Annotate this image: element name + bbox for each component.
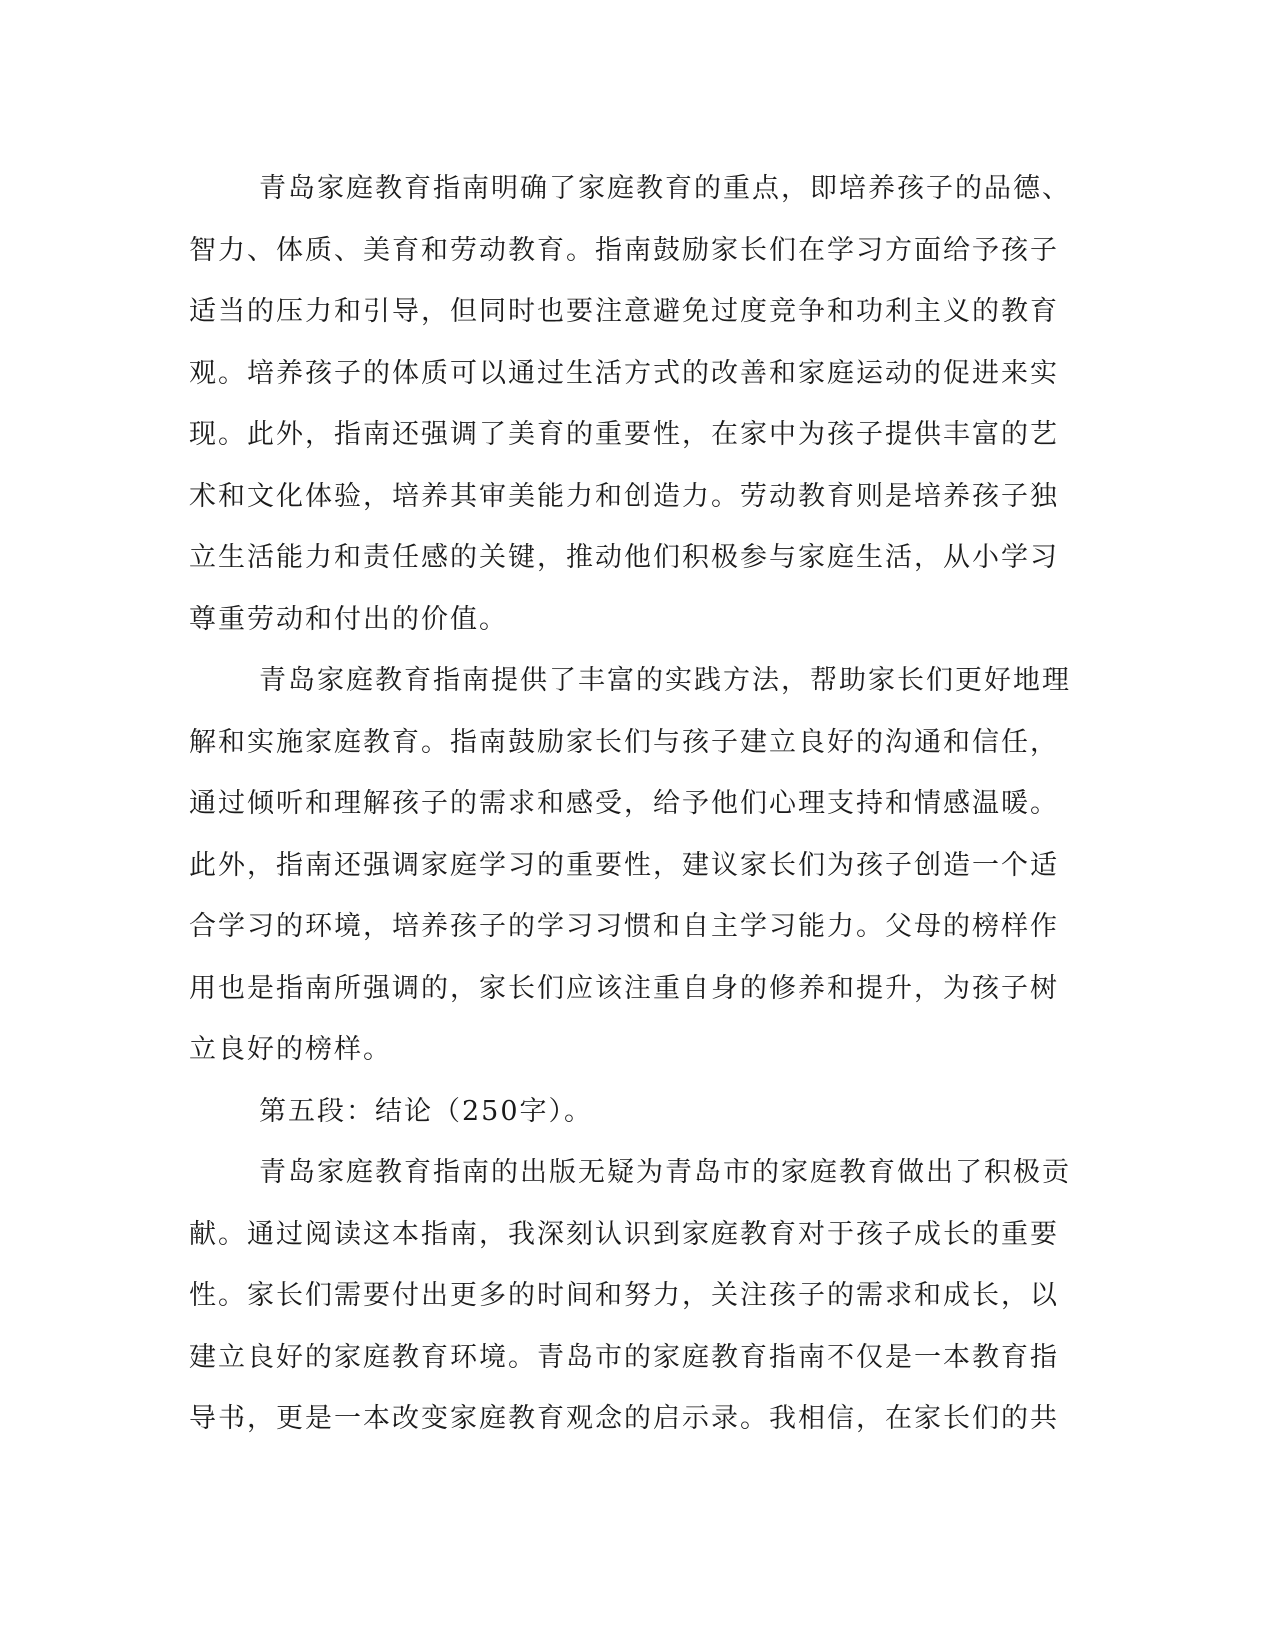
paragraph-line: 适当的压力和引导，但同时也要注意避免过度竞争和功利主义的教育	[189, 296, 1059, 327]
paragraph-line: 青岛家庭教育指南提供了丰富的实践方法，帮助家长们更好地理	[259, 665, 1071, 696]
paragraph-line: 导书，更是一本改变家庭教育观念的启示录。我相信，在家长们的共	[189, 1403, 1059, 1434]
paragraph-line: 观。培养孩子的体质可以通过生活方式的改善和家庭运动的促进来实	[189, 357, 1059, 389]
paragraph-line: 立良好的榜样。	[189, 1034, 392, 1065]
paragraph-line: 此外，指南还强调家庭学习的重要性，建议家长们为孩子创造一个适	[189, 849, 1059, 881]
paragraph-line: 合学习的环境，培养孩子的学习习惯和自主学习能力。父母的榜样作	[189, 911, 1059, 942]
body-text	[189, 158, 1089, 1450]
paragraph-line: 智力、体质、美育和劳动教育。指南鼓励家长们在学习方面给予孩子	[189, 234, 1059, 266]
paragraph-line: 通过倾听和理解孩子的需求和感受，给予他们心理支持和情感温暖。	[189, 788, 1059, 819]
section-heading: 第五段：结论（250字）。	[259, 1095, 594, 1127]
paragraph-line: 用也是指南所强调的，家长们应该注重自身的修养和提升，为孩子树	[189, 972, 1059, 1004]
paragraph-line: 青岛家庭教育指南明确了家庭教育的重点，即培养孩子的品德、	[259, 173, 1071, 204]
paragraph-line: 献。通过阅读这本指南，我深刻认识到家庭教育对于孩子成长的重要	[189, 1218, 1059, 1250]
paragraph-line: 青岛家庭教育指南的出版无疑为青岛市的家庭教育做出了积极贡	[259, 1157, 1071, 1188]
paragraph-line: 性。家长们需要付出更多的时间和努力，关注孩子的需求和成长，以	[189, 1280, 1059, 1311]
paragraph-line: 解和实施家庭教育。指南鼓励家长们与孩子建立良好的沟通和信任，	[189, 726, 1059, 758]
paragraph-line: 术和文化体验，培养其审美能力和创造力。劳动教育则是培养孩子独	[189, 480, 1059, 512]
paragraph-line: 现。此外，指南还强调了美育的重要性，在家中为孩子提供丰富的艺	[189, 419, 1059, 450]
paragraph-line: 立生活能力和责任感的关键，推动他们积极参与家庭生活，从小学习	[189, 542, 1059, 573]
paragraph-line: 尊重劳动和付出的价值。	[189, 603, 508, 635]
paragraph-line: 建立良好的家庭教育环境。青岛市的家庭教育指南不仅是一本教育指	[189, 1341, 1059, 1373]
